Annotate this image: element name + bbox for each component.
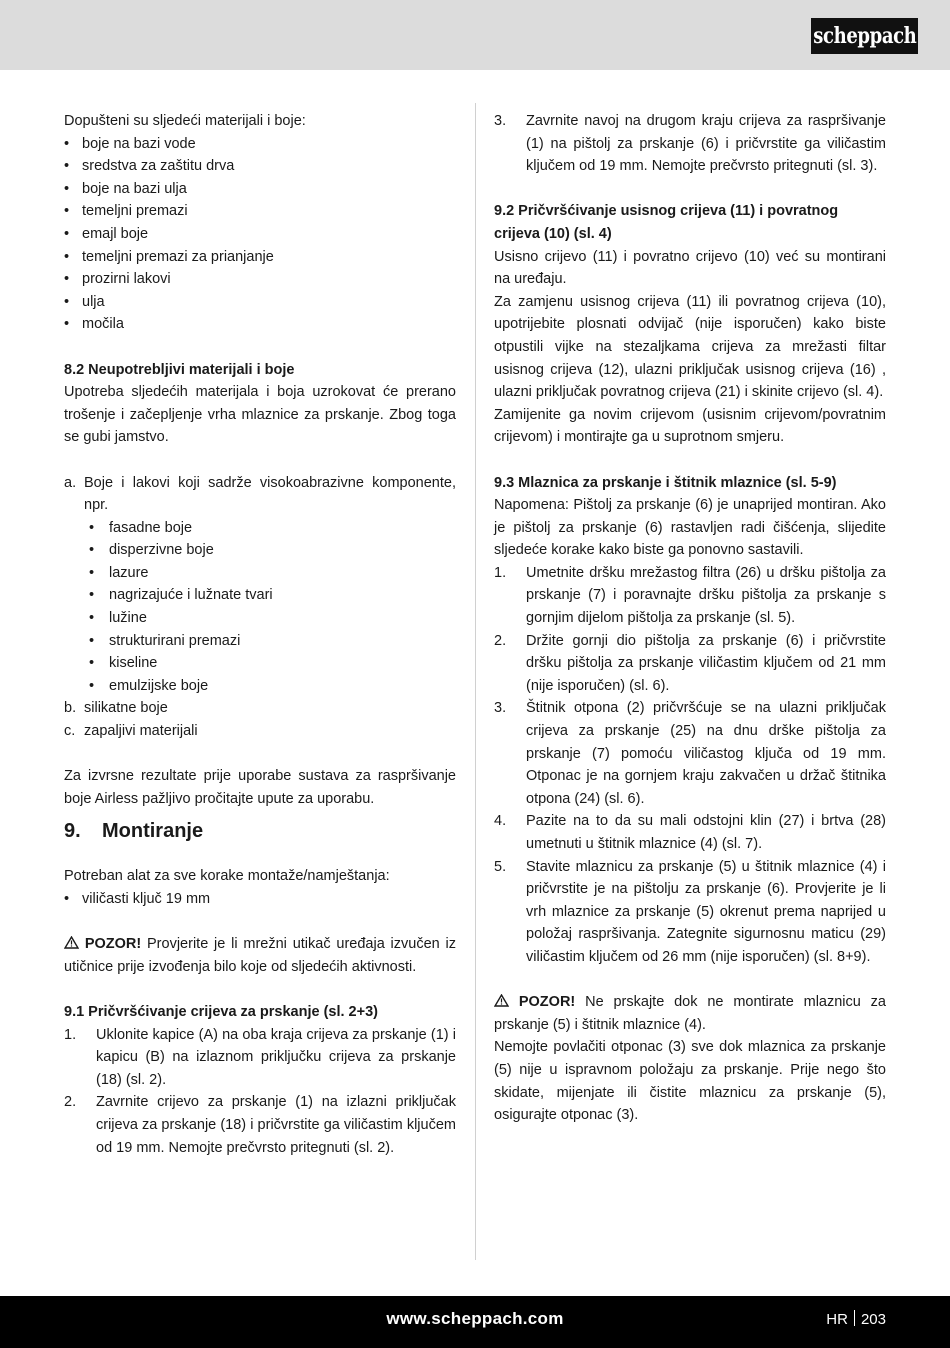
step-item: 2. Držite gornji dio pištolja za prskanje (6) i pričvrstite dršku pištolja za prskanje viličastim ključem od 21 mm (nije isporučen) (sl. 6). — [494, 632, 886, 694]
list-item: • močila — [64, 313, 456, 336]
list-item: • temeljni premazi za prianjanje — [64, 246, 456, 269]
section-heading-9-1: 9.1 Pričvršćivanje crijeva za prskanje (sl. 2+3) — [64, 1003, 378, 1020]
step-item: 2. Zavrnite crijevo za prskanje (1) na izlazni priključak crijeva za prskanje (18) i pričvrstite ga viličastim ključem od 19 mm. Nemojte prečvrsto pritegnuti (sl. 2). — [64, 1094, 456, 1156]
paragraph: Usisno crijevo (11) i povratno crijevo (10) već su montirani na uređaju. — [494, 248, 886, 288]
paragraph: Za izvrsne rezultate prije uporabe sustava za raspršivanje boje Airless pažljivo pročitajte upute za uporabu. — [64, 768, 456, 807]
right-column — [494, 110, 886, 1127]
section-heading-9-3: 9.3 Mlaznica za prskanje i štitnik mlaznice (sl. 5-9) — [494, 474, 837, 491]
list-item: • viličasti ključ 19 mm — [64, 888, 456, 911]
list-item: • temeljni premazi — [64, 200, 456, 223]
list-item: • strukturirani premazi — [64, 630, 456, 653]
website-link[interactable]: www.scheppach.com — [386, 1309, 564, 1328]
step-item: 3. Zavrnite navoj na drugom kraju crijeva za raspršivanje (1) na pištolj za prskanje (6) i pričvrstite ga viličastim ključem od 19 mm. Nemojte prečvrsto pritegnuti (sl. 3). — [494, 113, 886, 175]
list-item: • ulja — [64, 291, 456, 314]
list-item: • boje na bazi ulja — [64, 178, 456, 201]
list-item-a: a. Boje i lakovi koji sadrže visokoabrazivne komponente, npr. — [64, 474, 456, 514]
column-divider — [475, 103, 476, 1260]
paragraph: Za zamjenu usisnog crijeva (11) ili povratnog crijeva (10), upotrijebite plosnati odvijač (nije isporučen) kako biste otpustili vijke na stezaljkama crijeva za mrežasti filtar usisnog crijeva (12), ulazni priključak usisnog crijeva (16) , ulazni priključak povratnog crijeva (21) i skinite crijevo (sl. 4). — [494, 293, 886, 401]
list-item: • emulzijske boje — [64, 675, 456, 698]
list-item: • prozirni lakovi — [64, 268, 456, 291]
footer-bar — [0, 1296, 950, 1348]
list-item: • emajl boje — [64, 223, 456, 246]
warning-paragraph: POZOR! Ne prskajte dok ne montirate mlaznicu za prskanje (5) i štitnik mlaznice (4). — [494, 994, 886, 1033]
warning-triangle-icon — [494, 994, 509, 1007]
warning-triangle-icon — [64, 936, 79, 949]
paragraph: Nemojte povlačiti otponac (3) sve dok mlaznica za prskanje (5) nije u ispravnom položaju za prskanje. Prije nego što skidate, mijenjate ili čistite mlaznicu za prskanje (5), osigurajte otponac (3). — [494, 1039, 886, 1124]
list-item-b: b. silikatne boje — [64, 700, 168, 717]
section-heading-9-2: 9.2 Pričvršćivanje usisnog crijeva (11) i povratnog crijeva (10) (sl. 4) — [494, 203, 839, 242]
paragraph: Zamijenite ga novim crijevom (usisnim crijevom/povratnim crijevom) i montirajte ga u suprotnom smjeru. — [494, 406, 886, 446]
left-column — [64, 110, 456, 1159]
list-item: • nagrizajuće i lužnate tvari — [64, 584, 456, 607]
brand-logo: scheppach — [811, 18, 918, 54]
warning-paragraph: POZOR! Provjerite je li mrežni utikač uređaja izvučen iz utičnice prije izvođenja bilo koje od sljedećih aktivnosti. — [64, 936, 456, 975]
list-item: • kiseline — [64, 652, 456, 675]
list-item: • lazure — [64, 562, 456, 585]
page-number: HR 203 — [826, 1311, 886, 1328]
list-item: • sredstva za zaštitu drva — [64, 155, 456, 178]
step-item: 3. Štitnik otpona (2) pričvršćuje se na ulazni priključak crijeva za prskanje (25) na dnu drške pištolja za prskanje (7) pomoću viličastog ključa od 19 mm. Otponac je na gornjem kraju zakvačen u držač štitnika otpona (24) (sl. 6). — [494, 700, 886, 807]
list-item: • fasadne boje — [64, 517, 456, 540]
allowed-intro: Dopušteni su sljedeći materijali i boje: — [64, 113, 306, 129]
paragraph: Napomena: Pištolj za prskanje (6) je unaprijed montiran. Ako je pištolj za prskanje (6) rastavljen radi čišćenja, slijedite sljedeće korake kako biste ga ponovno sastavili. — [494, 497, 886, 559]
section-heading-8-2: 8.2 Neupotrebljivi materijali i boje — [64, 361, 295, 378]
paragraph: Upotreba sljedećih materijala i boja uzrokovat će prerano trošenje i začepljenje vrha mlaznice za prskanje. Zbog toga se gubi jamstvo. — [64, 384, 456, 446]
tools-intro: Potreban alat za sve korake montaže/namještanja: — [64, 868, 390, 885]
allowed-list — [64, 133, 456, 336]
step-item: 1. Uklonite kapice (A) na oba kraja crijeva za prskanje (1) i kapicu (B) na izlaznom priključku crijeva za prskanje (18) (sl. 2). — [64, 1026, 456, 1088]
list-item-c: c. zapaljivi materijali — [64, 723, 198, 740]
step-item: 4. Pazite na to da su mali odstojni klin (27) i brtva (28) umetnuti u štitnik mlaznice (4) (sl. 7). — [494, 813, 886, 852]
step-item: 5. Stavite mlaznicu za prskanje (5) u štitnik mlaznice (4) i pričvrstite je na pištolju za prskanje (6). Provjerite je li vrh mlaznice za prskanje (5) okrenut prema naprijed u položaj raspršivanja. Zategnite sigurnosnu maticu (29) viličastim ključem od 26 mm (nije isporučen) (sl. 8+9). — [494, 858, 886, 965]
list-item: • lužine — [64, 607, 456, 630]
list-item: • disperzivne boje — [64, 539, 456, 562]
list-item: • boje na bazi vode — [64, 133, 456, 156]
step-item: 1. Umetnite dršku mrežastog filtra (26) u dršku pištolja za prskanje (7) i poravnajte dršku pištolja za prskanje s gornjim dijelom pištolja za prskanje (sl. 5). — [494, 564, 886, 627]
header-bar — [0, 0, 950, 70]
chapter-heading-9: 9. Montiranje — [64, 820, 204, 843]
abrasive-list — [64, 517, 456, 698]
